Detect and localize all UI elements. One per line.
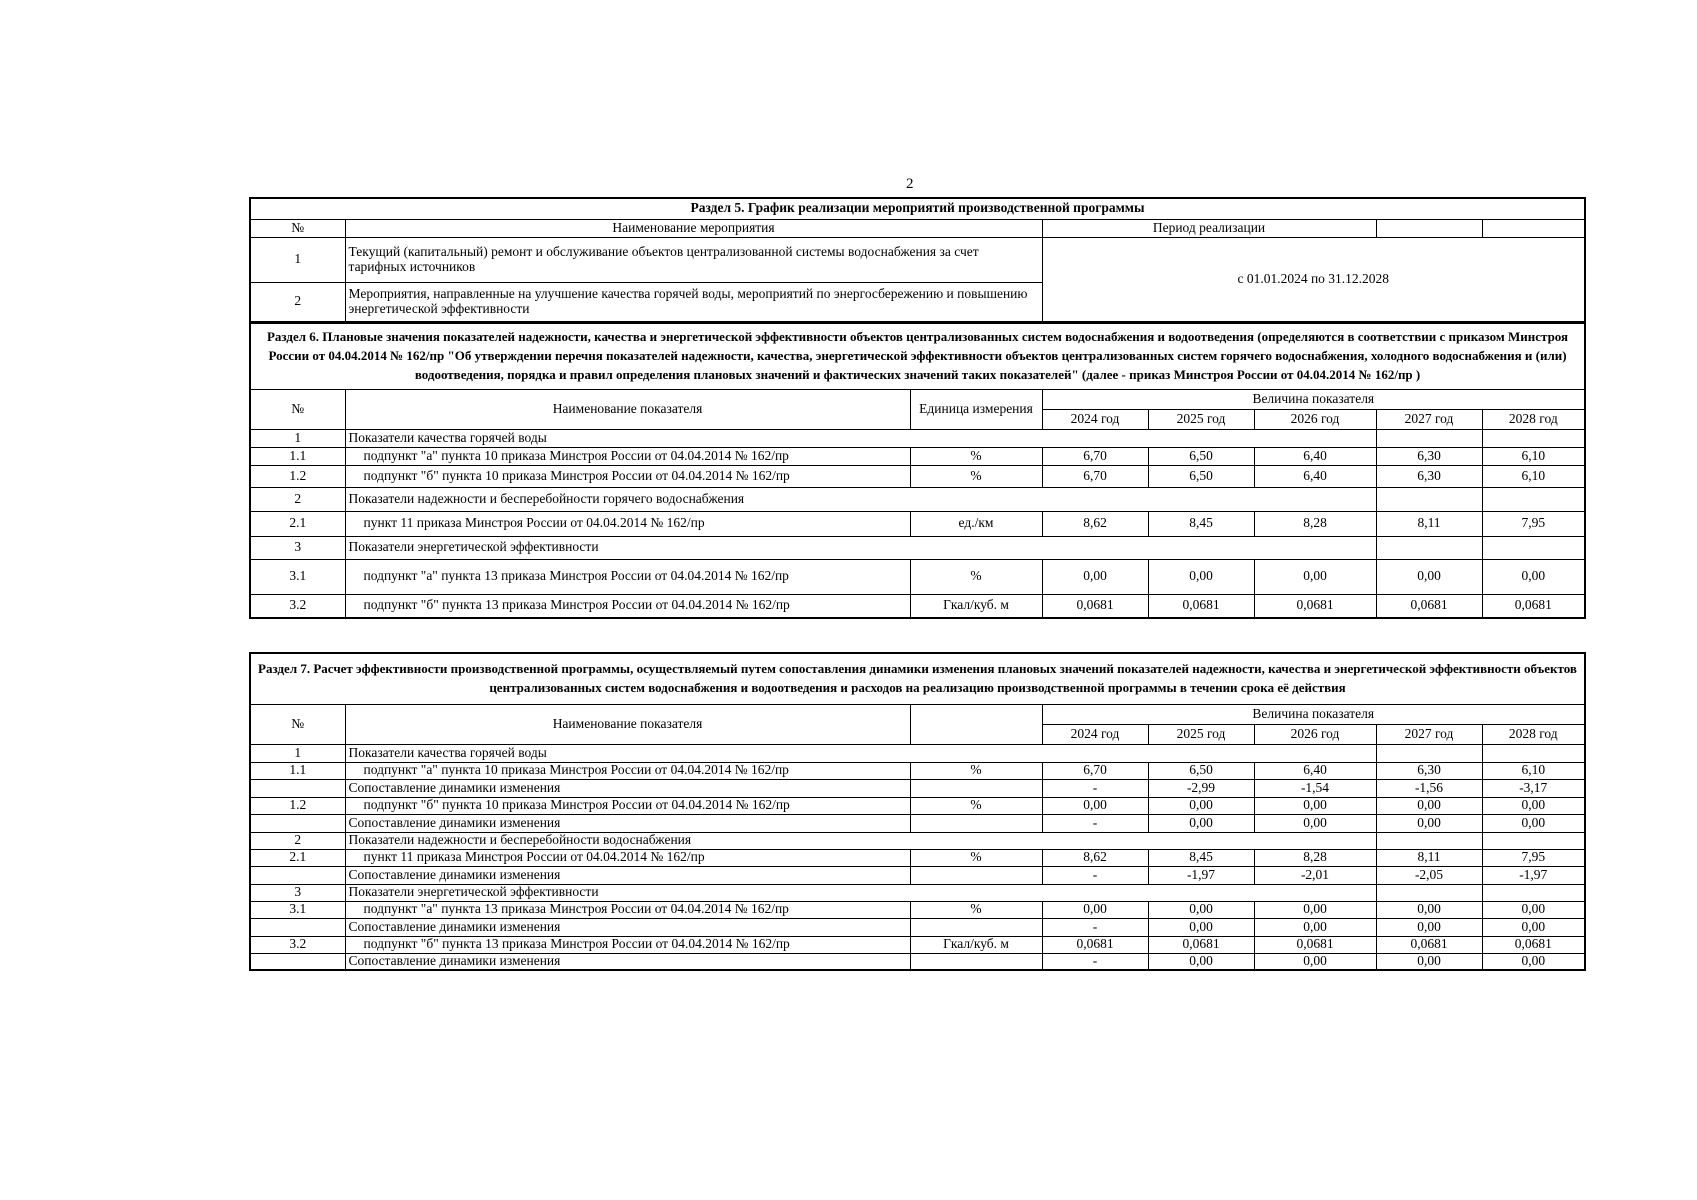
value-cell: -1,54 (1254, 779, 1376, 797)
value-cell: 0,00 (1042, 901, 1148, 918)
value-cell: - (1042, 866, 1148, 884)
value-cell: 0,00 (1254, 953, 1376, 970)
value-cell: 0,0681 (1376, 936, 1482, 953)
row-no (250, 953, 345, 970)
value-cell: 8,45 (1148, 849, 1254, 866)
value-cell: 8,62 (1042, 849, 1148, 866)
empty-cell (1376, 487, 1482, 511)
comparison-label: Сопоставление динамики изменения (345, 779, 910, 797)
group-row (250, 429, 1585, 447)
empty-cell (1376, 884, 1482, 901)
value-cell: 0,0681 (1376, 594, 1482, 618)
value-cell: -1,56 (1376, 779, 1482, 797)
empty-cell (1376, 429, 1482, 447)
col-header-year: 2027 год (1376, 724, 1482, 744)
row-no: 3.1 (250, 901, 345, 918)
col-header-indicator-name: Наименование показателя (345, 704, 910, 744)
value-cell: 6,50 (1148, 465, 1254, 487)
comparison-row (250, 814, 1585, 832)
group-row (250, 487, 1585, 511)
value-cell: 0,0681 (1254, 594, 1376, 618)
value-cell: - (1042, 814, 1148, 832)
value-cell: 0,0681 (1254, 936, 1376, 953)
indicator-name: подпункт "б" пункта 10 приказа Минстроя России от 04.04.2014 № 162/пр (345, 465, 910, 487)
value-cell: 0,00 (1254, 901, 1376, 918)
value-cell: 6,10 (1482, 465, 1585, 487)
row-no: 2.1 (250, 511, 345, 536)
col-header-year: 2024 год (1042, 724, 1148, 744)
value-cell: 0,00 (1042, 559, 1148, 594)
col-header-indicator-value: Величина показателя (1042, 704, 1585, 724)
group-name: Показатели качества горячей воды (345, 744, 1376, 762)
row-no: 3.1 (250, 559, 345, 594)
value-cell: 0,00 (1376, 814, 1482, 832)
indicator-name: подпункт "б" пункта 10 приказа Минстроя России от 04.04.2014 № 162/пр (345, 797, 910, 814)
empty-cell (1482, 536, 1585, 559)
value-cell: 0,00 (1042, 797, 1148, 814)
value-cell: 0,00 (1148, 814, 1254, 832)
unit-cell (910, 918, 1042, 936)
value-cell: 6,10 (1482, 762, 1585, 779)
comparison-label: Сопоставление динамики изменения (345, 953, 910, 970)
value-cell: 0,00 (1376, 901, 1482, 918)
row-no: 1.2 (250, 465, 345, 487)
table-row (250, 936, 1585, 953)
group-name: Показатели энергетической эффективности (345, 884, 1376, 901)
value-cell: 0,0681 (1482, 594, 1585, 618)
unit-cell: % (910, 797, 1042, 814)
unit-cell (910, 779, 1042, 797)
section5-title: Раздел 5. График реализации мероприятий производственной программы (250, 198, 1585, 219)
empty-cell (1482, 429, 1585, 447)
value-cell: - (1042, 953, 1148, 970)
group-name: Показатели качества горячей воды (345, 429, 1376, 447)
col-header-year: 2028 год (1482, 724, 1585, 744)
event-name: Мероприятия, направленные на улучшение качества горячей воды, мероприятий по энергосбережению и повышению энергетической эффективности (345, 282, 1042, 322)
indicator-name: подпункт "б" пункта 13 приказа Минстроя России от 04.04.2014 № 162/пр (345, 936, 910, 953)
value-cell: 8,45 (1148, 511, 1254, 536)
value-cell: -2,05 (1376, 866, 1482, 884)
unit-cell: ед./км (910, 511, 1042, 536)
unit-cell: Гкал/куб. м (910, 594, 1042, 618)
value-cell: 0,00 (1148, 559, 1254, 594)
comparison-label: Сопоставление динамики изменения (345, 866, 910, 884)
value-cell: 6,30 (1376, 465, 1482, 487)
value-cell: 0,0681 (1042, 594, 1148, 618)
col-header-period: Период реализации (1042, 219, 1376, 237)
indicator-name: подпункт "а" пункта 13 приказа Минстроя России от 04.04.2014 № 162/пр (345, 901, 910, 918)
col-header-no: № (250, 389, 345, 429)
value-cell: 6,70 (1042, 465, 1148, 487)
value-cell: 6,50 (1148, 762, 1254, 779)
section6-rows (250, 429, 1585, 618)
value-cell: 6,40 (1254, 465, 1376, 487)
value-cell: -2,01 (1254, 866, 1376, 884)
value-cell: 0,0681 (1148, 594, 1254, 618)
value-cell: 0,00 (1254, 814, 1376, 832)
value-cell: 8,11 (1376, 849, 1482, 866)
value-cell: 0,00 (1482, 559, 1585, 594)
empty-cell (1376, 219, 1482, 237)
value-cell: 0,00 (1254, 559, 1376, 594)
row-no: 1.1 (250, 762, 345, 779)
value-cell: 0,00 (1482, 797, 1585, 814)
section5-table (249, 197, 1586, 323)
value-cell: 6,40 (1254, 762, 1376, 779)
event-name: Текущий (капитальный) ремонт и обслуживание объектов централизованной системы водоснабжения за счет тарифных источников (345, 237, 1042, 282)
empty-cell (1482, 884, 1585, 901)
comparison-label: Сопоставление динамики изменения (345, 814, 910, 832)
table-row (250, 465, 1585, 487)
value-cell: 0,00 (1148, 918, 1254, 936)
value-cell: 0,00 (1376, 797, 1482, 814)
comparison-row (250, 953, 1585, 970)
group-name: Показатели надежности и бесперебойности водоснабжения (345, 832, 1376, 849)
value-cell: 6,50 (1148, 447, 1254, 465)
value-cell: - (1042, 779, 1148, 797)
value-cell: 0,0681 (1148, 936, 1254, 953)
unit-cell (910, 814, 1042, 832)
col-header-year: 2025 год (1148, 724, 1254, 744)
unit-cell: Гкал/куб. м (910, 936, 1042, 953)
page-number: 2 (906, 176, 914, 192)
group-row (250, 744, 1585, 762)
value-cell: 0,00 (1376, 559, 1482, 594)
table-row (250, 901, 1585, 918)
row-no: 2.1 (250, 849, 345, 866)
indicator-name: пункт 11 приказа Минстроя России от 04.04.2014 № 162/пр (345, 849, 910, 866)
value-cell: 8,28 (1254, 849, 1376, 866)
value-cell: 0,00 (1148, 953, 1254, 970)
value-cell: 0,0681 (1482, 936, 1585, 953)
comparison-row (250, 918, 1585, 936)
value-cell: -2,99 (1148, 779, 1254, 797)
unit-cell: % (910, 849, 1042, 866)
group-row (250, 536, 1585, 559)
section7-table (249, 652, 1586, 971)
group-row (250, 832, 1585, 849)
value-cell: -3,17 (1482, 779, 1585, 797)
value-cell: 8,28 (1254, 511, 1376, 536)
section7-rows (250, 744, 1585, 970)
row-no: 1 (250, 744, 345, 762)
empty-cell (1482, 219, 1585, 237)
col-header-year: 2024 год (1042, 409, 1148, 429)
row-no: 3 (250, 536, 345, 559)
value-cell: 6,30 (1376, 762, 1482, 779)
section6-table (249, 322, 1586, 619)
col-header-year: 2026 год (1254, 409, 1376, 429)
indicator-name: подпункт "а" пункта 10 приказа Минстроя России от 04.04.2014 № 162/пр (345, 762, 910, 779)
value-cell: -1,97 (1482, 866, 1585, 884)
col-header-unit: Единица измерения (910, 389, 1042, 429)
indicator-name: подпункт "а" пункта 13 приказа Минстроя России от 04.04.2014 № 162/пр (345, 559, 910, 594)
value-cell: 0,0681 (1042, 936, 1148, 953)
value-cell: 0,00 (1482, 953, 1585, 970)
value-cell: -1,97 (1148, 866, 1254, 884)
table-row (250, 762, 1585, 779)
event-no: 2 (250, 282, 345, 322)
table-row (250, 594, 1585, 618)
group-name: Показатели энергетической эффективности (345, 536, 1376, 559)
col-header-indicator-name: Наименование показателя (345, 389, 910, 429)
row-no: 2 (250, 832, 345, 849)
value-cell: 6,10 (1482, 447, 1585, 465)
value-cell: 0,00 (1376, 953, 1482, 970)
row-no: 1.1 (250, 447, 345, 465)
indicator-name: подпункт "б" пункта 13 приказа Минстроя России от 04.04.2014 № 162/пр (345, 594, 910, 618)
col-header-no: № (250, 219, 345, 237)
value-cell: 0,00 (1482, 901, 1585, 918)
row-no (250, 866, 345, 884)
indicator-name: пункт 11 приказа Минстроя России от 04.04.2014 № 162/пр (345, 511, 910, 536)
table-row (250, 849, 1585, 866)
unit-cell (910, 866, 1042, 884)
value-cell: - (1042, 918, 1148, 936)
row-no (250, 779, 345, 797)
row-no: 3.2 (250, 594, 345, 618)
unit-cell: % (910, 901, 1042, 918)
value-cell: 6,70 (1042, 762, 1148, 779)
comparison-row (250, 779, 1585, 797)
value-cell: 8,62 (1042, 511, 1148, 536)
value-cell: 0,00 (1254, 918, 1376, 936)
value-cell: 0,00 (1376, 918, 1482, 936)
unit-cell: % (910, 447, 1042, 465)
empty-cell (1482, 744, 1585, 762)
unit-cell (910, 953, 1042, 970)
empty-cell (1376, 744, 1482, 762)
empty-cell (1482, 487, 1585, 511)
value-cell: 0,00 (1148, 797, 1254, 814)
row-no: 1.2 (250, 797, 345, 814)
value-cell: 7,95 (1482, 849, 1585, 866)
table-row (250, 511, 1585, 536)
section6-title: Раздел 6. Плановые значения показателей надежности, качества и энергетической эффективности объектов централизованных систем водоснабжения и водоотведения (определяются в соответствии с приказом Минстроя России от 04.04.2014 № 162/пр "Об утверждении перечня показателей надежности, качества, энергетической эффективности объектов централизованных систем горячего водоснабжения, холодного водоснабжения и (или) водоотведения, порядка и правил определения плановых значений и фактических значений таких показателей" (далее - приказ Минстроя России от 04.04.2014 № 162/пр ) (250, 323, 1585, 389)
table-row (250, 447, 1585, 465)
value-cell: 7,95 (1482, 511, 1585, 536)
empty-cell (1482, 832, 1585, 849)
group-row (250, 884, 1585, 901)
comparison-label: Сопоставление динамики изменения (345, 918, 910, 936)
col-header-indicator-value: Величина показателя (1042, 389, 1585, 409)
unit-cell: % (910, 559, 1042, 594)
row-no (250, 814, 345, 832)
value-cell: 0,00 (1148, 901, 1254, 918)
empty-cell (1376, 832, 1482, 849)
col-header-no: № (250, 704, 345, 744)
value-cell: 0,00 (1254, 797, 1376, 814)
value-cell: 6,30 (1376, 447, 1482, 465)
row-no (250, 918, 345, 936)
col-header-year: 2025 год (1148, 409, 1254, 429)
col-header-year: 2028 год (1482, 409, 1585, 429)
col-header-year: 2027 год (1376, 409, 1482, 429)
empty-cell (910, 704, 1042, 744)
row-no: 2 (250, 487, 345, 511)
table-row (250, 559, 1585, 594)
event-no: 1 (250, 237, 345, 282)
col-header-event-name: Наименование мероприятия (345, 219, 1042, 237)
section7-title: Раздел 7. Расчет эффективности производственной программы, осуществляемый путем сопоставления динамики изменения плановых значений показателей надежности, качества и энергетической эффективности объектов централизованных систем водоснабжения и водоотведения и расходов на реализацию производственной программы в течении срока её действия (250, 653, 1585, 704)
unit-cell: % (910, 762, 1042, 779)
implementation-period: с 01.01.2024 по 31.12.2028 (1042, 237, 1585, 322)
indicator-name: подпункт "а" пункта 10 приказа Минстроя России от 04.04.2014 № 162/пр (345, 447, 910, 465)
empty-cell (1376, 536, 1482, 559)
value-cell: 0,00 (1482, 918, 1585, 936)
value-cell: 6,70 (1042, 447, 1148, 465)
group-name: Показатели надежности и бесперебойности горячего водоснабжения (345, 487, 1376, 511)
comparison-row (250, 866, 1585, 884)
value-cell: 8,11 (1376, 511, 1482, 536)
row-no: 3.2 (250, 936, 345, 953)
table-row (250, 797, 1585, 814)
value-cell: 0,00 (1482, 814, 1585, 832)
row-no: 3 (250, 884, 345, 901)
col-header-year: 2026 год (1254, 724, 1376, 744)
value-cell: 6,40 (1254, 447, 1376, 465)
unit-cell: % (910, 465, 1042, 487)
row-no: 1 (250, 429, 345, 447)
